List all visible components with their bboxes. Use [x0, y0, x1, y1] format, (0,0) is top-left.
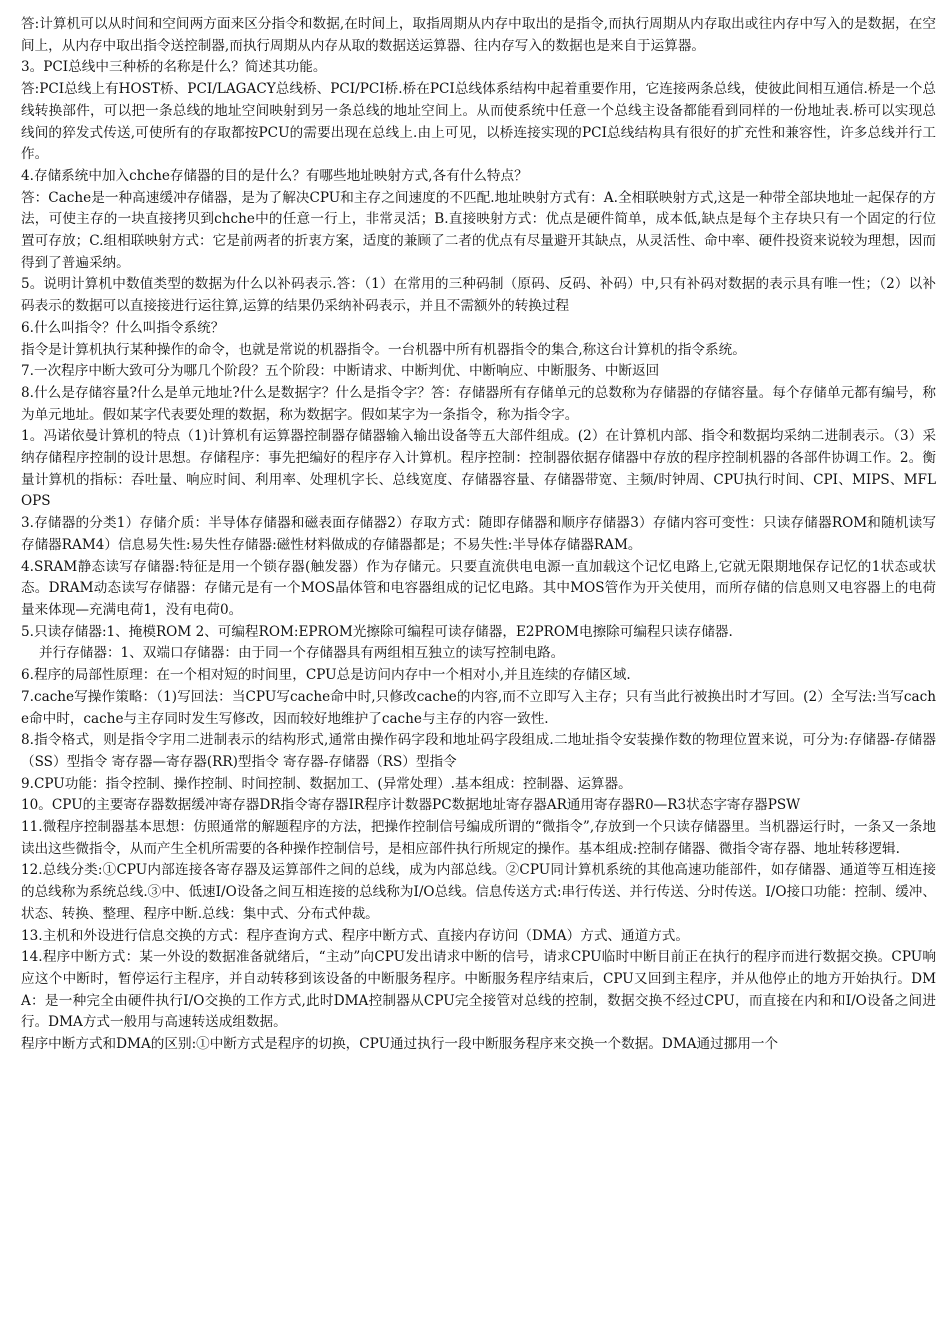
notes-paragraph: 12.总线分类:①CPU内部连接各寄存器及运算部件之间的总线，成为内部总线。②CPU同计算机系统的其他高速功能部件，如存储器、通道等互相连接的总线称为系统总线.③中、低速I/O设备之间互相连接的总线称为I/O总线。信息传送方式:串行传送、并行传送、分时传送。I/O接口功能：控制、缓冲、状态、转换、整理、程序中断.总线：集中式、分布式仲裁。 — [21, 862, 936, 922]
notes-paragraph: 14.程序中断方式：某一外设的数据准备就绪后，“主动”向CPU发出请求中断的信号，请求CPU临时中断目前正在执行的程序而进行数据交换。CPU响应这个中断时，暂停运行主程序，并自动转移到该设备的中断服务程序。中断服务程序结束后，CPU又回到主程序，并从他停止的地方开始执行。DMA：是一种完全由硬件执行I/O交换的工作方式,此时DMA控制器从CPU完全接管对总线的控制，数据交换不经过CPU，而直接在内和和I/O设备之间进行。DMA方式一般用与高速转送成组数据。 — [21, 949, 936, 1031]
notes-paragraph: 8.指令格式，则是指令字用二进制表示的结构形式,通常由操作码字段和地址码字段组成.二地址指令安装操作数的物理位置来说，可分为:存储器-存储器（SS）型指令 寄存器—寄存器(RR)型指令 寄存器-存储器（RS）型指令 — [21, 732, 936, 770]
answer-paragraph: 指令是计算机执行某种操作的命令，也就是常说的机器指令。一台机器中所有机器指令的集合,称这台计算机的指令系统。 — [21, 341, 746, 358]
question-paragraph: 5。说明计算机中数值类型的数据为什么以补码表示.答：（1）在常用的三种码制（原码、反码、补码）中,只有补码对数据的表示具有唯一性；（2）以补码表示的数据可以直接接进行运往算,运算的结果仍采纳补码表示，并且不需额外的转换过程 — [21, 276, 936, 315]
notes-paragraph: 程序中断方式和DMA的区别:①中断方式是程序的切换，CPU通过执行一段中断服务程序来交换一个数据。DMA通过挪用一个 — [21, 1036, 779, 1053]
answer-paragraph: 答：Cache是一种高速缓冲存储器，是为了解决CPU和主存之间速度的不匹配.地址映射方式有：A.全相联映射方式,这是一种带全部块地址一起保存的方法，可使主存的一块直接拷贝到chche中的任意一行上，非常灵活；B.直接映射方式：优点是硬件简单，成本低,缺点是每个主存块只有一个固定的行位置可存放；C.组相联映射方式：它是前两者的折衷方案，适度的兼顾了二者的优点有尽量避开其缺点，从灵活性、命中率、硬件投资来说较为理想，因而得到了普遍采纳。 — [21, 189, 936, 271]
notes-paragraph: 7.cache写操作策略：（1)写回法：当CPU写cache命中时,只修改cache的内容,而不立即写入主存；只有当此行被换出时才写回。(2）全写法:当写cache命中时，cache与主存同时发生写修改，因而较好地维护了cache与主存的内容一致性. — [21, 688, 936, 727]
question-paragraph: 8.什么是存储容量?什么是单元地址?什么是数据字？什么是指令字？答：存储器所有存储单元的总数称为存储器的存储容量。每个存储单元都有编号，称为单元地址。假如某字代表要处理的数据，称为数据字。假如某字为一条指令，称为指令字。 — [21, 384, 936, 423]
notes-paragraph: 10。CPU的主要寄存器数据缓冲寄存器DR指令寄存器IR程序计数器PC数据地址寄存器AR通用寄存器R0—R3状态字寄存器PSW — [21, 797, 801, 814]
notes-paragraph: 13.主机和外设进行信息交换的方式：程序查询方式、程序中断方式、直接内存访问（DMA）方式、通道方式。 — [21, 927, 689, 944]
answer-paragraph: 答:计算机可以从时间和空间两方面来区分指令和数据,在时间上，取指周期从内存中取出的是指令,而执行周期从内存取出或往内存中写入的是数据，在空间上，从内存中取出指令送控制器,而执行周期从内存从取的数据送运算器、往内存写入的数据也是来自于运算器。 — [21, 16, 936, 54]
answer-paragraph: 答:PCI总线上有HOST桥、PCI/LAGACY总线桥、PCI/PCI桥.桥在PCI总线体系结构中起着重要作用，它连接两条总线，使彼此间相互通信.桥是一个总线转换部件，可以把一条总线的地址空间映射到另一条总线的地址空间上。从而使系统中任意一个总线主设备都能看到同样的一份地址表.桥可以实现总线间的猝发式传送,可使所有的存取都按PCU的需要出现在总线上.由上可见，以桥连接实现的PCI总线结构具有很好的扩充性和兼容性，许多总线并行工作。 — [21, 81, 936, 163]
notes-paragraph: 并行存储器：1、双端口存储器：由于同一个存储器具有两组相互独立的读写控制电路。 — [39, 645, 565, 662]
question-heading: 3。PCI总线中三种桥的名称是什么？简述其功能。 — [21, 59, 327, 76]
notes-paragraph: 4.SRAM静态读写存储器:特征是用一个锁存器(触发器）作为存储元。只要直流供电电源一直加载这个记忆电路上,它就无限期地保存记忆的1状态或状态。DRAM动态读写存储器：存储元是有一个MOS晶体管和电容器组成的记忆电路。其中MOS管作为开关使用，而所存储的信息则又电容器上的电荷量来体现—充满电荷1，没有电荷0。 — [21, 558, 936, 618]
question-heading: 6.什么叫指令？什么叫指令系统？ — [21, 319, 225, 336]
notes-paragraph: 9.CPU功能：指令控制、操作控制、时间控制、数据加工、(异常处理）.基本组成：控制器、运算器。 — [21, 775, 632, 792]
notes-paragraph: 11.微程序控制器基本思想：仿照通常的解题程序的方法，把操作控制信号编成所谓的“微指令”,存放到一个只读存储器里。当机器运行时，一条又一条地读出这些微指令，从而产生全机所需要的各种操作控制信号，是相应部件执行所规定的操作。基本组成:控制存储器、微指令寄存器、地址转移逻辑. — [21, 819, 936, 857]
question-paragraph: 7.一次程序中断大致可分为哪几个阶段？五个阶段：中断请求、中断判优、中断响应、中断服务、中断返回 — [21, 363, 660, 380]
notes-paragraph: 3.存储器的分类1）存储介质：半导体存储器和磁表面存储器2）存取方式：随即存储器和顺序存储器3）存储内容可变性：只读存储器ROM和随机读写存储器RAM4）信息易失性:易失性存储器:磁性材料做成的存储器都是；不易失性:半导体存储器RAM。 — [21, 515, 936, 553]
question-heading: 4.存储系统中加入chche存储器的目的是什么？有哪些地址映射方式,各有什么特点？ — [21, 167, 528, 184]
notes-paragraph: 5.只读存储器:1、掩模ROM 2、可编程ROM:EPROM光擦除可编程可读存储器，E2PROM电擦除可编程只读存储器. — [21, 623, 733, 640]
notes-paragraph: 1。冯诺依曼计算机的特点（1)计算机有运算器控制器存储器输入输出设备等五大部件组成。(2）在计算机内部、指令和数据均采纳二进制表示。（3）采纳存储程序控制的设计思想。存储程序：事先把编好的程序存入计算机。程序控制：控制器依据存储器中存放的程序控制机器的各部件协调工作。2。衡量计算机的指标：吞吐量、响应时间、利用率、处理机字长、总线宽度、存储器容量、存储器带宽、主频/时钟周、CPU执行时间、CPI、MIPS、MFLOPS — [21, 428, 936, 510]
notes-paragraph: 6.程序的局部性原理：在一个相对短的时间里，CPU总是访问内存中一个相对小,并且连续的存储区域. — [21, 667, 631, 684]
